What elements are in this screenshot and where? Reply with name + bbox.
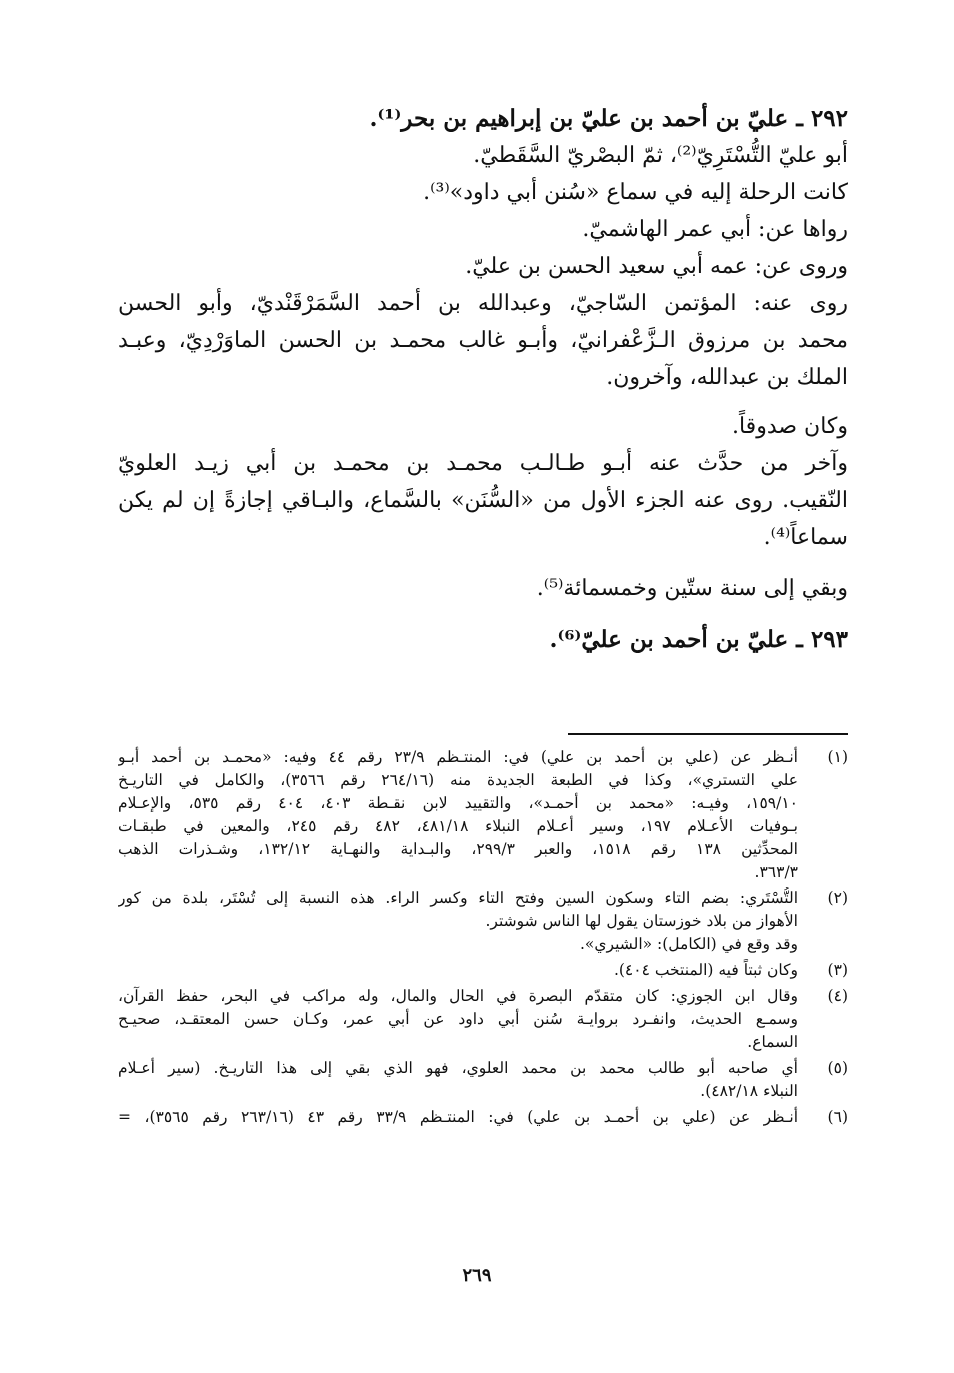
text-line: الملك بن عبدالله، وآخرون. bbox=[606, 365, 848, 390]
text-line: وكان صدوقاً. bbox=[731, 414, 848, 439]
footnote-line: أنـظر عن (علي بن أحمـد بن علي) في: المنتـظم ٣٣/٩ رقم ٤٣ (٢٦٣/١٦ رقم ٣٥٦٥)، = bbox=[118, 1108, 798, 1126]
text-line: وروى عن: عمه أبي سعيد الحسن بن عليّ. bbox=[465, 254, 848, 279]
footnote-1 bbox=[118, 746, 848, 884]
footnote-line: وقد وقع في (الكامل): «الشيري». bbox=[580, 935, 798, 953]
entry-heading-293: ٢٩٣ ـ عليّ بن أحمد بن عليّ⁽⁶⁾. bbox=[549, 626, 848, 653]
main-text bbox=[118, 100, 848, 658]
footnote-line: ١٥٩/١٠، وفيـه: «محمد بن أحمـد»، والتقييد لابن نقـطة ٤٠٣، ٤٠٤ رقم ٥٣٥، والإعـلام bbox=[118, 794, 798, 812]
footnote-line: وسمـع الحديث، وانفـرد بروايـة سُنن أبي داود عن أبي عمر، وكـان حسن المعتقـد، صحيـح bbox=[118, 1010, 798, 1028]
footnote-4 bbox=[118, 985, 848, 1054]
text-line: وبقي إلى سنة ستّين وخمسمائة⁽⁵⁾. bbox=[536, 576, 848, 601]
text-line: النّقيب. روى عنه الجزء الأول من «السُّنَن» بالسَّماع، والبـاقي إجازةً إن لم يكن bbox=[118, 488, 848, 513]
footnote-line: النبلاء ٤٨٢/١٨). bbox=[700, 1082, 798, 1100]
text-line: روى عنه: المؤتمن السّاجيّ، وعبدالله بن أحمد السَّمَرْقَنْديّ، وأبو الحسن bbox=[118, 291, 848, 316]
footnote-line: وكان ثبتاً فيه (المنتخب ٤٠٤). bbox=[613, 961, 798, 979]
footnote-3 bbox=[118, 959, 848, 982]
footnote-number: (٦) bbox=[827, 1108, 848, 1126]
footnote-line: بـوفيات الأعـلام ١٩٧، وسير أعـلام النبلاء ٤٨١/١٨، ٤٨٢ رقم ٢٤٥، والمعين في طبقـات bbox=[118, 817, 798, 835]
footnote-5 bbox=[118, 1057, 848, 1103]
footnote-number: (٣) bbox=[827, 961, 848, 979]
footnote-line: أنـظر عن (علي بن أحمد بن علي) في: المنتـظم ٢٣/٩ رقم ٤٤ وفيه: «محمـد بن أحمد أبـو bbox=[118, 748, 798, 766]
text-line: وآخر من حدَّث عنه أبـو طـالـب محمـد بن محمـد بن أبي زيـد العلويّ bbox=[118, 451, 848, 476]
footnote-line: الأهواز من بلاد خوزستان يقول لها الناس شوشتر. bbox=[485, 912, 798, 930]
text-line: كانت الرحلة إليه في سماع «سُنن أبي داود»⁽³⁾. bbox=[423, 180, 848, 205]
footnote-number: (١) bbox=[827, 748, 848, 766]
page-number: ٢٦٩ bbox=[462, 1265, 492, 1286]
entry-heading-292: ٢٩٢ ـ عليّ بن أحمد بن عليّ بن إبراهيم بن بحر⁽¹⁾. bbox=[369, 105, 848, 132]
text-line: محمد بن مرزوق الـزَّعْفرانيّ، وأبـو غالب محمـد بن الحسن الماوَرْدِيّ، وعبـد bbox=[118, 328, 848, 353]
text-line: أبو عليّ التُّسْتَرِيّ⁽²⁾، ثمّ البصْريّ السَّقَطيّ. bbox=[473, 143, 848, 168]
footnote-6 bbox=[118, 1106, 848, 1129]
footnote-line: ٣٦٣/٣. bbox=[754, 863, 798, 881]
footnote-line: المحدِّثين ١٣٨ رقم ١٥١٨، والعبر ٢٩٩/٣، والبـداية والنهـاية ١٣٢/١٢، وشـذرات الذهب bbox=[118, 840, 798, 858]
footnote-line: علي التستري»، وكذا في الطبعة الجديدة منه (٢٦٤/١٦ رقم ٣٥٦٦)، والكامل في التاريـخ bbox=[118, 771, 798, 789]
footnote-2 bbox=[118, 887, 848, 956]
footnote-line: أي صاحبه أبو طالب محمد بن محمد العلوي، فهو الذي بقي إلى هذا التاريـخ. (سير أعـلام bbox=[118, 1059, 798, 1077]
footnote-separator bbox=[568, 733, 848, 735]
footnote-number: (٢) bbox=[827, 889, 848, 907]
footnote-number: (٤) bbox=[827, 987, 848, 1005]
text-line: رواها عن: أبي عمر الهاشميّ. bbox=[582, 217, 848, 242]
footnote-line: السماع. bbox=[747, 1033, 798, 1051]
footnote-number: (٥) bbox=[827, 1059, 848, 1077]
footnote-line: التُّسْتَري: بضم التاء وسكون السين وفتح التاء وكسر الراء. هذه النسبة إلى تُسْتَر، بلدة من كور bbox=[118, 889, 798, 907]
footnotes bbox=[118, 746, 848, 1132]
text-line: سماعاً⁽⁴⁾. bbox=[763, 525, 848, 550]
footnote-line: وقال ابن الجوزي: كان متقدّم البصرة في الحال والمال، وله مراكب في البحر، حفظ القرآن، bbox=[118, 987, 798, 1005]
